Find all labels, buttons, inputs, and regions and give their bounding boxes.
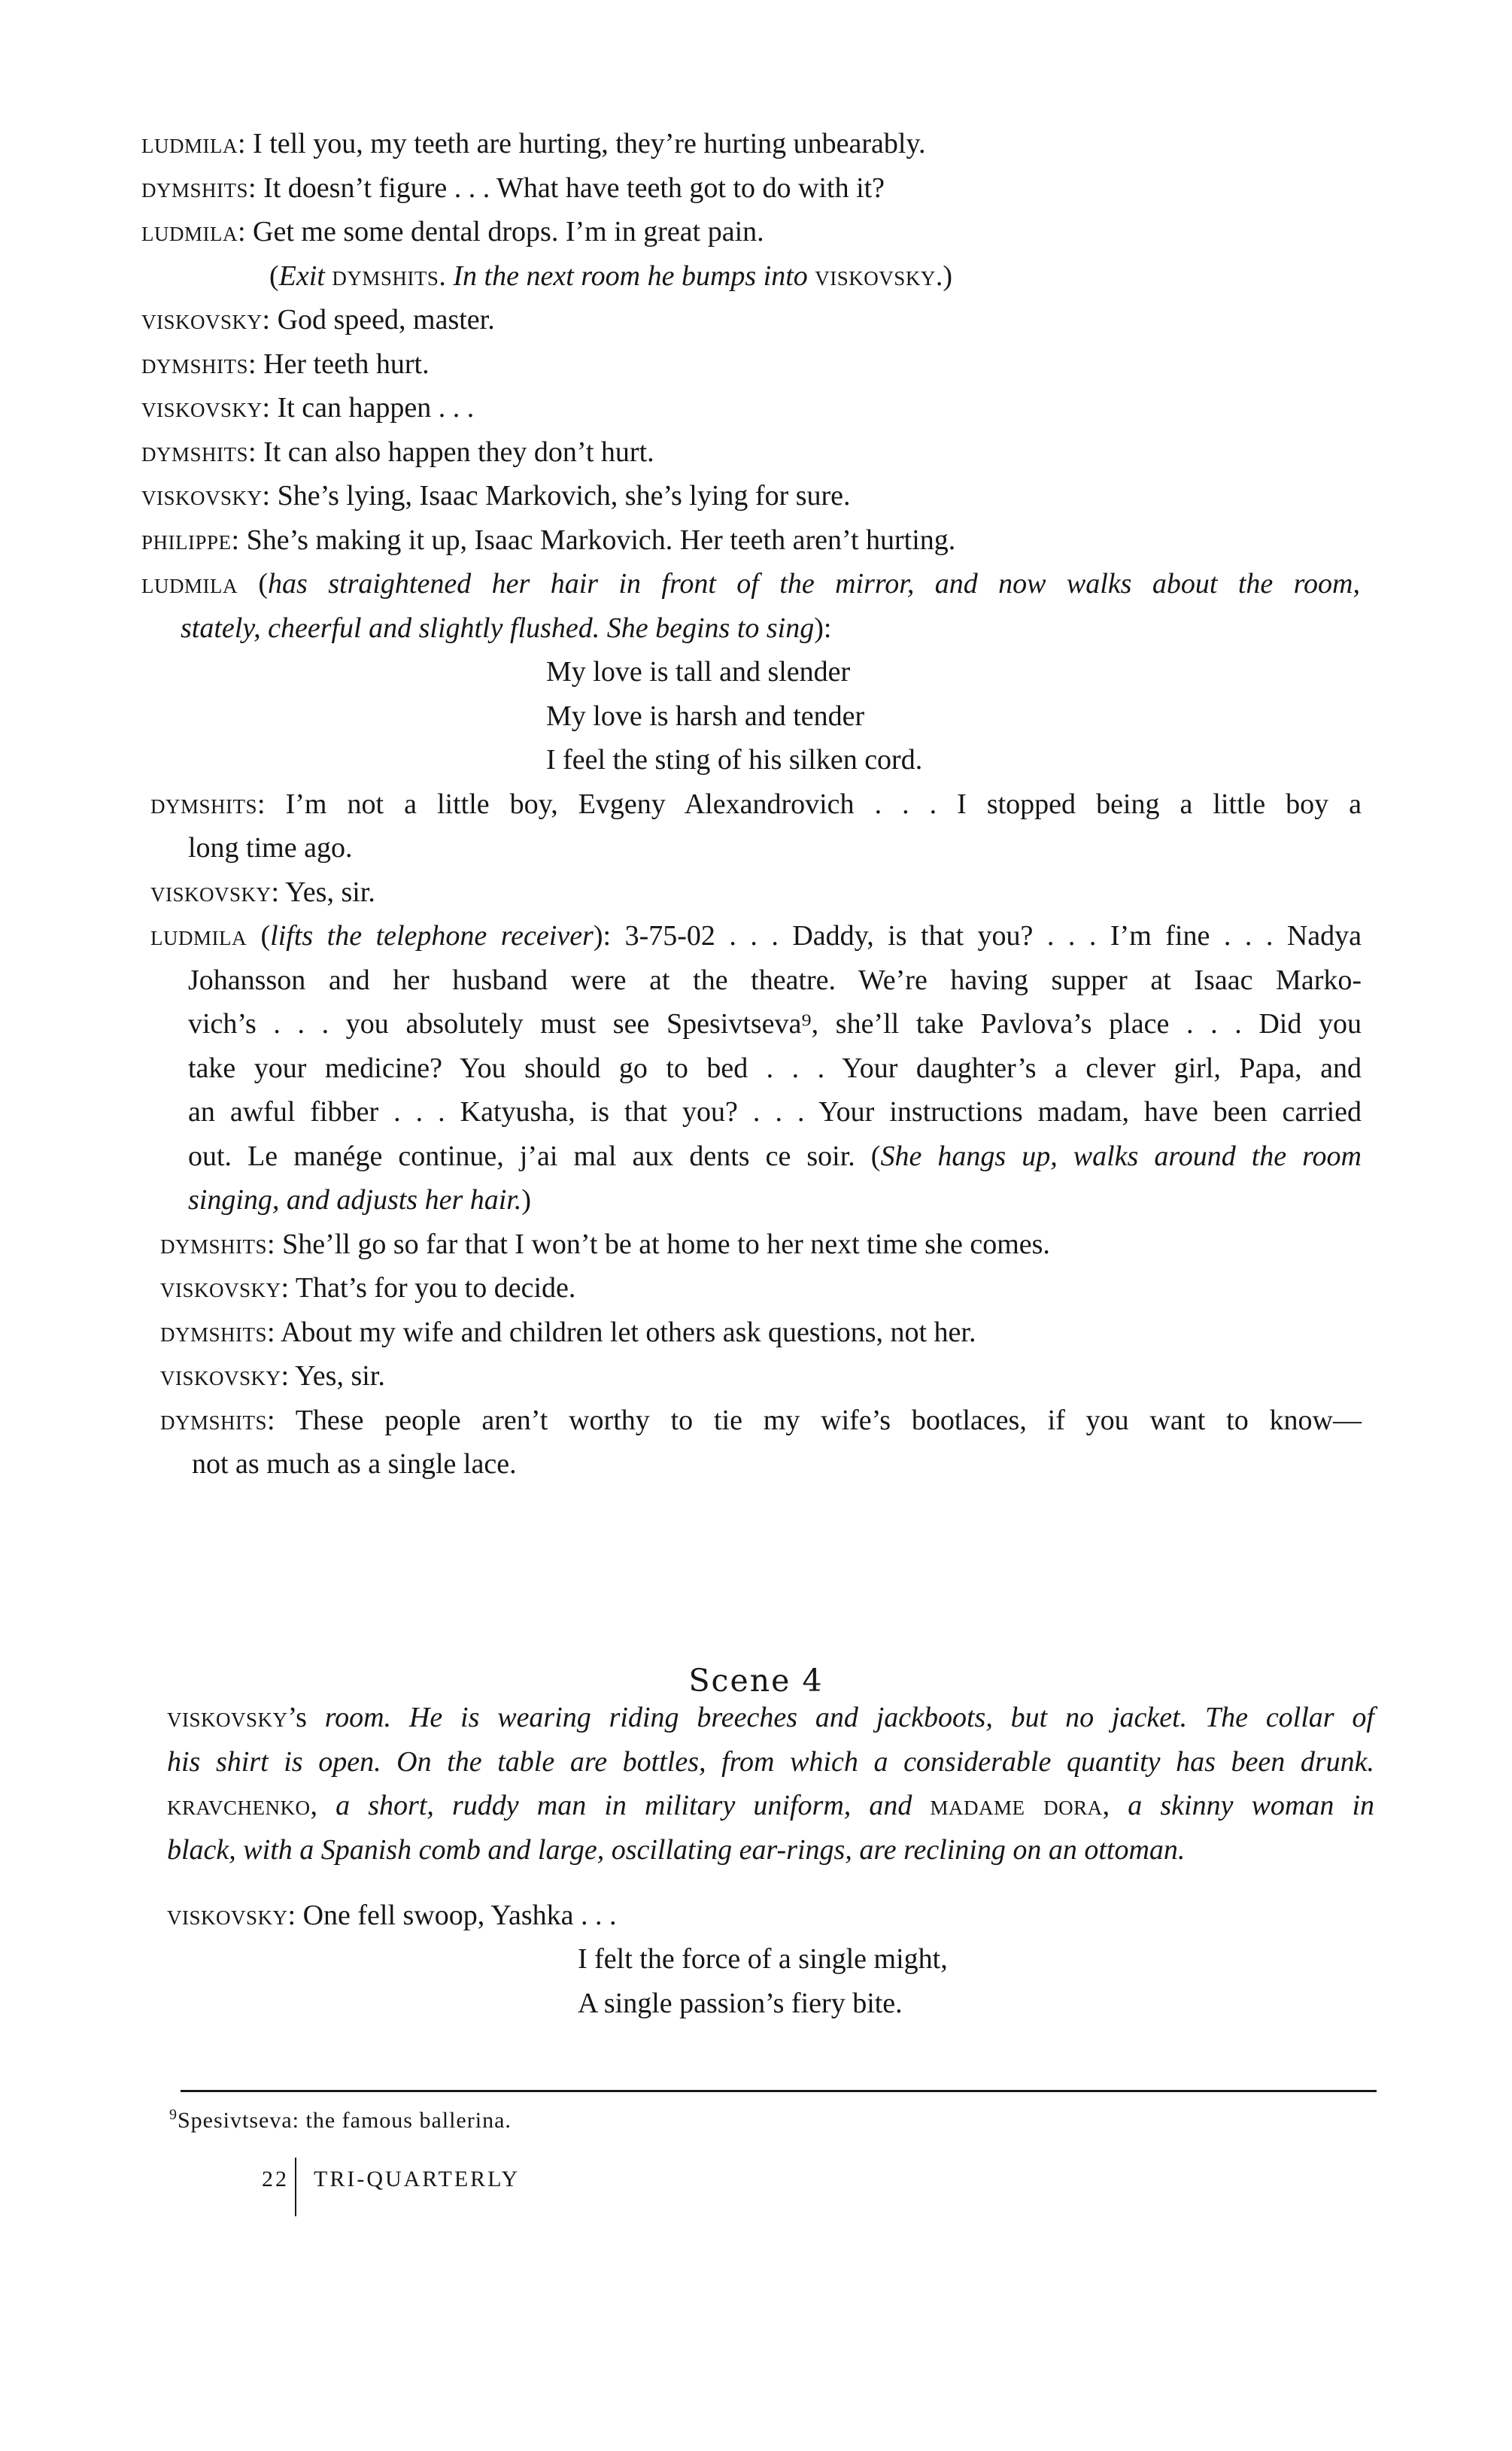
text-line	[141, 122, 926, 166]
text-line	[188, 826, 352, 870]
speaker-name: ludmila	[141, 568, 238, 600]
speaker-name: dymshits	[160, 1405, 268, 1436]
line-text: I felt the force of a single might,	[578, 1943, 948, 1975]
folio-divider	[295, 2158, 296, 2216]
text-line	[167, 1740, 1374, 1784]
speaker-name: viskovsky	[160, 1360, 281, 1392]
speaker-name: viskovsky	[150, 876, 272, 908]
speaker-name: viskovsky	[160, 1272, 281, 1304]
text-line	[160, 1266, 575, 1311]
line-text: an awful fibber . . . Katyusha, is that you? . . . Your instructions madam, have been carried	[188, 1096, 1362, 1128]
line-text: : These people aren’t worthy to tie my wife’s bootlaces, if you want to know—	[267, 1405, 1362, 1436]
stage-direction: room. He is wearing riding breeches and jackboots, but no jacket. The collar of	[324, 1702, 1374, 1733]
text-line	[188, 1178, 531, 1222]
line-text	[912, 1790, 930, 1821]
text-line	[141, 298, 495, 342]
stage-direction: lifts the telephone receiver	[270, 920, 594, 952]
speaker-name: dymshits	[150, 788, 258, 820]
text-line	[167, 1828, 1185, 1872]
text-line	[188, 1046, 1362, 1091]
speaker-name: viskovsky	[141, 304, 263, 336]
line-text: (	[237, 568, 269, 600]
text-line	[269, 254, 952, 299]
text-line	[141, 518, 955, 563]
text-line	[167, 1784, 1374, 1828]
line-text: : She’s lying, Isaac Markovich, she’s lying for sure.	[262, 480, 851, 512]
text-line	[160, 1354, 385, 1399]
line-text: (	[269, 260, 279, 292]
text-line	[188, 1134, 1362, 1179]
speaker-name: philippe	[141, 524, 232, 556]
line-text: .	[439, 260, 454, 292]
text-line	[141, 474, 851, 518]
stage-direction: She hangs up, walks around the room	[880, 1140, 1362, 1172]
text-line	[141, 342, 430, 387]
line-text: ,	[1102, 1790, 1128, 1821]
line-text	[808, 260, 815, 292]
text-line	[192, 1442, 517, 1487]
text-line	[160, 1222, 1050, 1267]
stage-direction: Exit	[278, 260, 325, 292]
footnote	[169, 2106, 512, 2134]
line-text: : One fell swoop, Yashka . . .	[287, 1900, 617, 1931]
footnote-marker: 9	[169, 2106, 178, 2123]
footnote-rule	[181, 2090, 1377, 2092]
line-text: My love is harsh and tender	[546, 700, 865, 732]
speaker-name: dymshits	[160, 1317, 268, 1348]
stage-direction: stately, cheerful and slightly flushed. She begins to sing	[181, 612, 815, 644]
line-text: ):	[814, 612, 832, 644]
speaker-name: dymshits	[160, 1229, 268, 1260]
line-text: A single passion’s fiery bite.	[578, 1988, 903, 2019]
text-line	[141, 210, 764, 254]
page-number: 22	[262, 2167, 289, 2191]
line-text: : Yes, sir.	[281, 1360, 385, 1392]
line-text: not as much as a single lace.	[192, 1448, 517, 1480]
stage-direction: his shirt is open. On the table are bottles, from which a considerable quantity has been drunk.	[167, 1746, 1374, 1778]
stage-direction: black, with a Spanish comb and large, oscillating ear-rings, are reclining on an ottoman.	[167, 1834, 1186, 1866]
speaker-name: viskovsky	[167, 1702, 288, 1733]
footnote-text: Spesivtseva: the famous ballerina.	[178, 2108, 512, 2133]
speaker-name: viskovsky	[167, 1900, 288, 1931]
text-line	[141, 386, 474, 430]
line-text: : I tell you, my teeth are hurting, they’re hurting unbearably.	[237, 128, 926, 159]
line-text: I feel the sting of his silken cord.	[546, 744, 923, 776]
line-text: Johansson and her husband were at the theatre. We’re having supper at Isaac Marko-	[188, 964, 1362, 996]
line-text	[325, 260, 332, 292]
speaker-name: dymshits	[332, 260, 439, 292]
text-line	[141, 166, 885, 211]
stage-direction: has straightened her hair in front of the mirror, and now walks about the room,	[268, 568, 1360, 600]
line-text: (	[246, 920, 271, 952]
text-line	[141, 562, 1360, 606]
speaker-name: dymshits	[141, 348, 249, 380]
text-line	[546, 738, 922, 782]
journal-name: TRI-QUARTERLY	[314, 2167, 521, 2191]
text-line	[546, 694, 864, 739]
text-line	[150, 914, 1362, 958]
stage-direction: singing, and adjusts her hair.	[188, 1184, 522, 1216]
text-line	[167, 1894, 617, 1938]
text-line	[150, 870, 375, 915]
line-text: .)	[935, 260, 952, 292]
line-text: : It can also happen they don’t hurt.	[248, 436, 654, 468]
line-text: ’s	[287, 1702, 325, 1733]
speaker-name: dymshits	[141, 172, 249, 204]
line-text: : She’s making it up, Isaac Markovich. Her teeth aren’t hurting.	[231, 524, 956, 556]
line-text: : I’m not a little boy, Evgeny Alexandrovich . . . I stopped being a little boy a	[257, 788, 1362, 820]
line-text: : She’ll go so far that I won’t be at home to her next time she comes.	[267, 1229, 1050, 1260]
line-text: : It doesn’t figure . . . What have teeth got to do with it?	[248, 172, 885, 204]
line-text: )	[521, 1184, 532, 1216]
line-text: : Get me some dental drops. I’m in great pain.	[237, 216, 764, 248]
speaker-name: ludmila	[150, 920, 247, 952]
text-line	[578, 1937, 948, 1982]
line-text: take your medicine? You should go to bed . . . Your daughter’s a clever girl, Papa, and	[188, 1052, 1362, 1084]
scene-heading: Scene 4	[688, 1663, 824, 1699]
speaker-name: ludmila	[141, 216, 238, 248]
speaker-name: viskovsky	[141, 392, 263, 424]
text-line	[188, 1002, 1362, 1046]
line-text: ): 3-75-02 . . . Daddy, is that you? . . . I’m fine . . . Nadya	[593, 920, 1362, 952]
text-line	[188, 1090, 1362, 1134]
speaker-name: ludmila	[141, 128, 238, 159]
line-text: My love is tall and slender	[546, 656, 851, 688]
text-line	[160, 1311, 976, 1355]
line-text: out. Le manége continue, j’ai mal aux dents ce soir. (	[188, 1140, 881, 1172]
line-text: : It can happen . . .	[262, 392, 475, 424]
speaker-name: kravchenko	[167, 1790, 311, 1821]
text-line	[546, 650, 850, 694]
text-line	[578, 1982, 903, 2026]
text-line	[150, 782, 1362, 827]
line-text: : God speed, master.	[262, 304, 495, 336]
line-text: : Her teeth hurt.	[248, 348, 430, 380]
line-text: vich’s . . . you absolutely must see Spesivtseva⁹, she’ll take Pavlova’s place . . . Did you	[188, 1008, 1362, 1040]
text-line	[181, 606, 831, 651]
line-text: : Yes, sir.	[271, 876, 375, 908]
line-text: long time ago.	[188, 832, 353, 864]
speaker-name: madame dora	[930, 1790, 1103, 1821]
text-line	[188, 958, 1362, 1003]
line-text: : About my wife and children let others ask questions, not her.	[267, 1317, 976, 1348]
text-line	[160, 1399, 1362, 1443]
text-line	[141, 430, 654, 475]
line-text: ,	[310, 1790, 336, 1821]
stage-direction: a skinny woman in	[1128, 1790, 1375, 1821]
stage-direction: In the next room he bumps into	[453, 260, 808, 292]
speaker-name: viskovsky	[141, 480, 263, 512]
stage-direction: a short, ruddy man in military uniform, and	[335, 1790, 912, 1821]
text-line	[167, 1696, 1374, 1740]
speaker-name: viskovsky	[815, 260, 936, 292]
line-text: : That’s for you to decide.	[281, 1272, 576, 1304]
speaker-name: dymshits	[141, 436, 249, 468]
